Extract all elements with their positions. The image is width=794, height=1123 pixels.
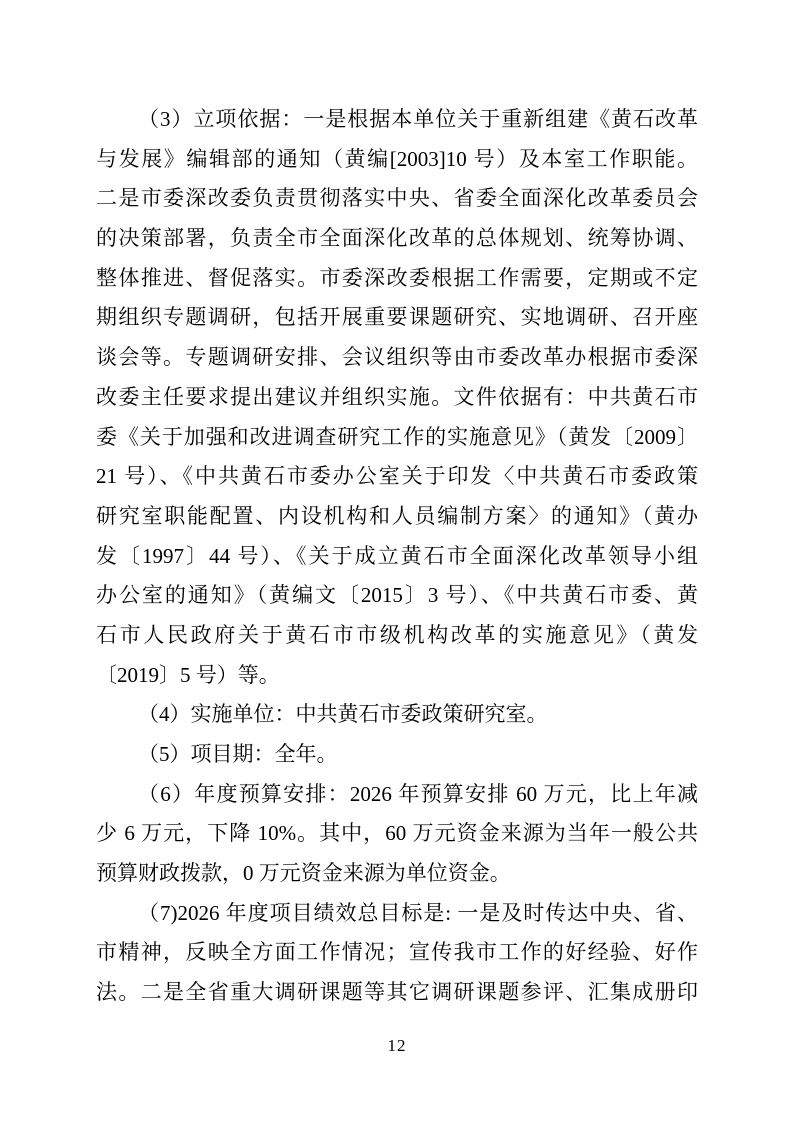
- text-line: 〔2019〕5 号）等。: [96, 662, 280, 687]
- text-line: 研究室职能配置、内设机构和人员编制方案〉的通知》（黄办: [96, 503, 698, 528]
- text-line: 期组织专题调研，包括开展重要课题研究、实地调研、召开座: [96, 305, 698, 330]
- text-line: 改委主任要求提出建议并组织实施。文件依据有：中共黄石市: [96, 384, 698, 409]
- text-line: （3）立项依据：一是根据本单位关于重新组建《黄石改革: [138, 107, 698, 131]
- text-line: （4）实施单位：中共黄石市委政策研究室。: [138, 702, 548, 727]
- document-body: [96, 100, 698, 1013]
- text-line: 的决策部署，负责全市全面深化改革的总体规划、统筹协调、: [96, 226, 698, 251]
- paragraph-item-6-annual-budget: [96, 775, 698, 894]
- text-line: 与发展》编辑部的通知（黄编[2003]10 号）及本室工作职能。: [96, 146, 698, 171]
- text-line: （6）年度预算安排：2026 年预算安排 60 万元，比上年减: [138, 781, 698, 806]
- text-line: 办公室的通知》（黄编文〔2015〕3 号）、《中共黄石市委、黄: [96, 583, 698, 608]
- text-line: 石市人民政府关于黄石市市级机构改革的实施意见》（黄发: [96, 622, 698, 647]
- text-line: 委《关于加强和改进调查研究工作的实施意见》（黄发〔2009〕: [96, 424, 698, 449]
- text-line: 少 6 万元，下降 10%。其中，60 万元资金来源为当年一般公共: [96, 821, 698, 846]
- paragraph-item-7-performance-goals: [96, 894, 698, 1013]
- text-line: 市精神，反映全方面工作情况；宣传我市工作的好经验、好作: [96, 940, 698, 965]
- text-line: 预算财政拨款，0 万元资金来源为单位资金。: [96, 861, 511, 886]
- text-line: 法。二是全省重大调研课题等其它调研课题参评、汇集成册印: [96, 980, 698, 1005]
- page-number: 12: [387, 1036, 407, 1055]
- paragraph-item-4-implementing-unit: [96, 695, 698, 735]
- paragraph-item-3-project-basis: [96, 100, 698, 695]
- text-line: 发〔1997〕44 号）、《关于成立黄石市全面深化改革领导小组: [96, 543, 698, 568]
- text-line: 21 号）、《中共黄石市委办公室关于印发〈中共黄石市委政策: [96, 464, 698, 489]
- paragraph-item-5-project-period: [96, 735, 698, 775]
- text-line: 谈会等。专题调研安排、会议组织等由市委改革办根据市委深: [96, 345, 698, 370]
- text-line: （5）项目期：全年。: [138, 742, 338, 766]
- text-line: 整体推进、督促落实。市委深改委根据工作需要，定期或不定: [96, 265, 698, 290]
- page-footer: [0, 1036, 794, 1056]
- text-line: （7)2026 年度项目绩效总目标是: 一是及时传达中央、省、: [138, 900, 698, 925]
- text-line: 二是市委深改委负责贯彻落实中央、省委全面深化改革委员会: [96, 186, 698, 211]
